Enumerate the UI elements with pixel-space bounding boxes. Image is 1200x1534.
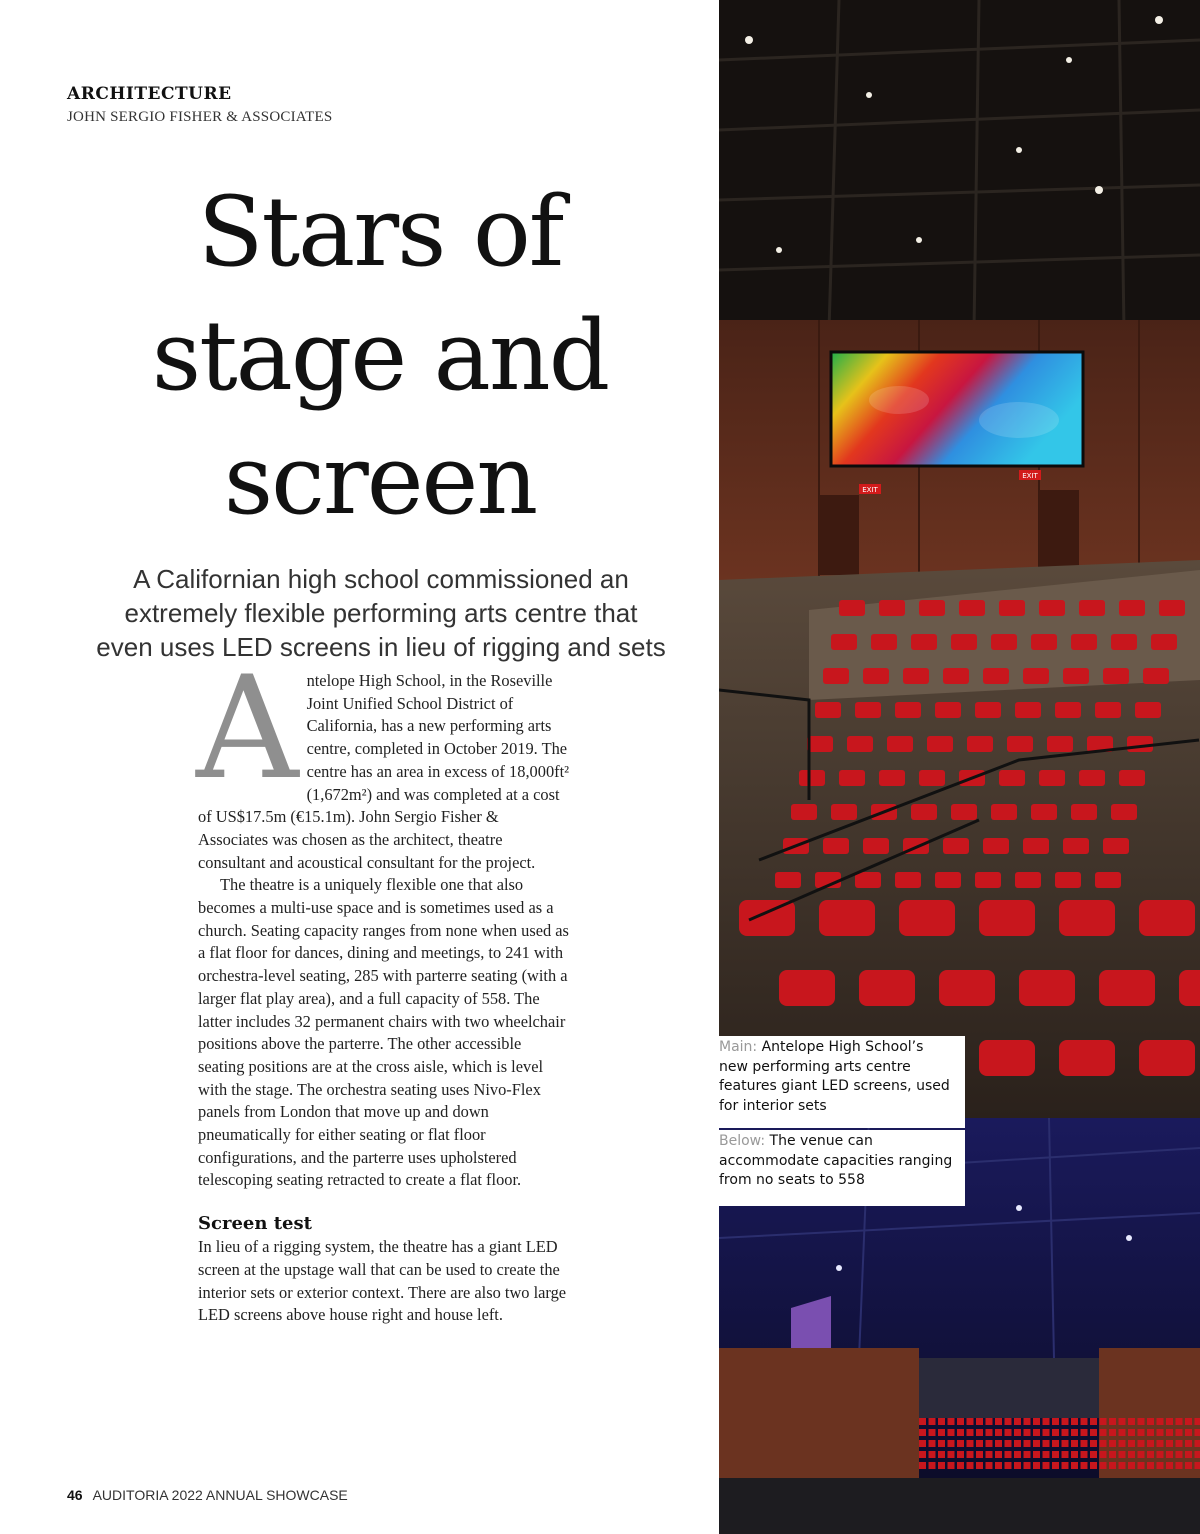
seat — [951, 634, 977, 650]
page-number: 46 — [67, 1487, 83, 1503]
standfirst-line: extremely flexible performing arts centre that — [124, 598, 638, 628]
seat — [948, 1451, 955, 1458]
seat — [1063, 668, 1089, 684]
seat — [1099, 970, 1155, 1006]
seat — [986, 1418, 993, 1425]
paragraph-text: ntelope High School, in the Roseville Joint Unified School District of California, has a new performing arts centre, completed in October 2019. The centre has an area in excess of 18,000ft² (1,672m²) and was completed at a cost of US$17.5m (€15.1m). John Sergio Fisher & Associates was chosen as the architect, theatre consultant and acoustical consultant for the project. — [198, 671, 570, 872]
seat — [859, 970, 915, 1006]
seat — [879, 600, 905, 616]
seat — [919, 1440, 926, 1447]
article-body — [196, 646, 570, 1327]
seat — [1052, 1418, 1059, 1425]
seat — [1014, 1418, 1021, 1425]
seat — [967, 1418, 974, 1425]
seat — [895, 872, 921, 888]
seat — [983, 668, 1009, 684]
seat — [1071, 1462, 1078, 1469]
seat — [739, 900, 795, 936]
seat — [995, 1440, 1002, 1447]
seat — [1095, 872, 1121, 888]
seat — [1166, 1462, 1173, 1469]
seat — [1005, 1451, 1012, 1458]
seat — [1100, 1418, 1107, 1425]
seat — [1062, 1429, 1069, 1436]
seat — [1176, 1429, 1183, 1436]
seat — [1147, 1451, 1154, 1458]
seat — [979, 900, 1035, 936]
theatre-interior-illustration — [719, 0, 1200, 1118]
seat — [1052, 1429, 1059, 1436]
seat — [1071, 1418, 1078, 1425]
publication-name: AUDITORIA 2022 ANNUAL SHOWCASE — [92, 1487, 348, 1503]
seat — [1100, 1451, 1107, 1458]
seat — [957, 1440, 964, 1447]
seat — [938, 1418, 945, 1425]
seat — [831, 634, 857, 650]
seat — [951, 804, 977, 820]
seat — [979, 1040, 1035, 1076]
seat — [967, 736, 993, 752]
seat — [1157, 1462, 1164, 1469]
seat — [791, 804, 817, 820]
seat — [1024, 1440, 1031, 1447]
seat — [919, 1418, 926, 1425]
seat — [976, 1451, 983, 1458]
seat — [1071, 804, 1097, 820]
seat — [986, 1429, 993, 1436]
seat — [995, 1418, 1002, 1425]
seat — [1062, 1418, 1069, 1425]
seat — [1071, 1451, 1078, 1458]
seat — [1166, 1429, 1173, 1436]
seat — [1195, 1462, 1200, 1469]
seat — [975, 702, 1001, 718]
seat — [1024, 1418, 1031, 1425]
seat — [1176, 1440, 1183, 1447]
article-standfirst — [56, 562, 706, 664]
seat — [957, 1429, 964, 1436]
seat — [1081, 1451, 1088, 1458]
seat — [959, 600, 985, 616]
seat — [1023, 668, 1049, 684]
caption-label: Main: — [719, 1039, 758, 1055]
seat — [1119, 1451, 1126, 1458]
seat — [1005, 1429, 1012, 1436]
seat — [1195, 1418, 1200, 1425]
seat — [911, 634, 937, 650]
seat — [1023, 838, 1049, 854]
seat — [815, 702, 841, 718]
body-paragraph-2: The theatre is a uniquely flexible one that also becomes a multi-use space and is sometimes used as a church. Seating capacity ranges from none when used as a flat floor for dances, dining and meetings, to 241 with orchestra-level seating, 285 with parterre seating (with a larger flat play area), and a full capacity of 558. The latter includes 32 permanent chairs with two wheelchair positions above the parterre. The other accessible seating positions are at the cross aisle, which is level with the stage. The orchestra seating uses Nivo-Flex panels from London that move up and down pneumatically for either seating or flat floor configurations, and the parterre uses upholstered telescoping seating retracted to create a flat floor. — [198, 875, 569, 1190]
seat — [823, 838, 849, 854]
seat — [1103, 668, 1129, 684]
seat — [1033, 1418, 1040, 1425]
seat — [1119, 1429, 1126, 1436]
seat — [1031, 804, 1057, 820]
seat — [1147, 1440, 1154, 1447]
seat — [1081, 1462, 1088, 1469]
seat — [948, 1462, 955, 1469]
article-headline — [40, 170, 720, 542]
seat — [1176, 1462, 1183, 1469]
seat — [1128, 1462, 1135, 1469]
seat — [1062, 1440, 1069, 1447]
seat — [1031, 634, 1057, 650]
seat — [1062, 1462, 1069, 1469]
seat — [1128, 1451, 1135, 1458]
seat — [1033, 1462, 1040, 1469]
main-photo — [719, 0, 1200, 1118]
seat — [1157, 1429, 1164, 1436]
caption-text: Antelope High School’s new performing arts centre features giant LED screens, used for interior sets — [719, 1039, 950, 1114]
seat — [1119, 600, 1145, 616]
seat — [1179, 970, 1200, 1006]
seat — [839, 770, 865, 786]
seat — [903, 668, 929, 684]
seat — [1195, 1451, 1200, 1458]
seat — [899, 900, 955, 936]
seat — [929, 1440, 936, 1447]
seat — [911, 804, 937, 820]
seat — [863, 668, 889, 684]
seat — [1081, 1440, 1088, 1447]
seat — [1128, 1429, 1135, 1436]
seat — [863, 838, 889, 854]
seat — [831, 804, 857, 820]
seat — [1127, 736, 1153, 752]
seat — [938, 1429, 945, 1436]
standfirst-line: A Californian high school commissioned an — [133, 564, 629, 594]
seat — [1176, 1451, 1183, 1458]
seat — [976, 1418, 983, 1425]
seat — [1159, 600, 1185, 616]
seat — [948, 1440, 955, 1447]
seat — [1157, 1418, 1164, 1425]
seat — [1109, 1440, 1116, 1447]
seat — [1147, 1418, 1154, 1425]
seat — [879, 770, 905, 786]
seat — [999, 770, 1025, 786]
seat — [1063, 838, 1089, 854]
seat — [1005, 1462, 1012, 1469]
page-footer — [67, 1487, 348, 1503]
seat — [1059, 900, 1115, 936]
seat — [938, 1440, 945, 1447]
body-paragraph-3: In lieu of a rigging system, the theatre has a giant LED screen at the upstage wall that can be used to create the interior sets or exterior context. There are also two large LED screens above house right and house left. — [198, 1237, 567, 1325]
seat — [1005, 1440, 1012, 1447]
seat — [1052, 1440, 1059, 1447]
seat — [948, 1418, 955, 1425]
seat — [1166, 1418, 1173, 1425]
seat — [1019, 970, 1075, 1006]
seat — [986, 1462, 993, 1469]
seat — [967, 1440, 974, 1447]
seat — [986, 1440, 993, 1447]
seat — [855, 872, 881, 888]
seat — [847, 736, 873, 752]
seat — [1147, 1462, 1154, 1469]
seat — [1071, 634, 1097, 650]
seat — [823, 668, 849, 684]
seat — [1157, 1451, 1164, 1458]
seat — [995, 1462, 1002, 1469]
headline-line: screen — [223, 424, 537, 536]
seat — [919, 770, 945, 786]
seat — [1111, 634, 1137, 650]
seat — [1143, 668, 1169, 684]
seat — [991, 804, 1017, 820]
seat — [995, 1451, 1002, 1458]
headline-line: stage and — [151, 300, 609, 412]
seat — [1195, 1429, 1200, 1436]
seat — [1109, 1418, 1116, 1425]
body-paragraph-1 — [196, 646, 570, 874]
seat — [948, 1429, 955, 1436]
seat — [1090, 1418, 1097, 1425]
seat — [1033, 1451, 1040, 1458]
seat — [1062, 1451, 1069, 1458]
caption-label: Below: — [719, 1133, 766, 1149]
seat — [938, 1462, 945, 1469]
seat — [919, 600, 945, 616]
seat — [1015, 872, 1041, 888]
seat — [1138, 1451, 1145, 1458]
seat — [775, 872, 801, 888]
seat — [943, 838, 969, 854]
below-photo-caption — [719, 1130, 965, 1206]
seat — [991, 634, 1017, 650]
seat — [1185, 1451, 1192, 1458]
seat — [976, 1440, 983, 1447]
seat — [1007, 736, 1033, 752]
headline-line: Stars of — [197, 176, 563, 288]
seat — [1128, 1418, 1135, 1425]
seat — [1090, 1462, 1097, 1469]
seat — [1059, 1040, 1115, 1076]
seat — [919, 1451, 926, 1458]
seat — [1039, 600, 1065, 616]
seat — [967, 1451, 974, 1458]
seat — [1109, 1451, 1116, 1458]
seat — [1052, 1451, 1059, 1458]
seat — [887, 736, 913, 752]
seat — [1090, 1440, 1097, 1447]
seat — [1109, 1429, 1116, 1436]
section-subtitle: JOHN SERGIO FISHER & ASSOCIATES — [67, 109, 333, 125]
seat — [929, 1462, 936, 1469]
seat — [927, 736, 953, 752]
seat — [976, 1429, 983, 1436]
seat — [1090, 1451, 1097, 1458]
seat — [1139, 1040, 1195, 1076]
seat — [935, 702, 961, 718]
seat — [1095, 702, 1121, 718]
seat — [943, 668, 969, 684]
seat — [919, 1462, 926, 1469]
seat — [1138, 1462, 1145, 1469]
seat — [1043, 1418, 1050, 1425]
seat — [938, 1451, 945, 1458]
seat — [1079, 770, 1105, 786]
seat — [929, 1451, 936, 1458]
caption-text: The venue can accommodate capacities ranging from no seats to 558 — [719, 1133, 953, 1188]
seat — [1015, 702, 1041, 718]
seat — [967, 1429, 974, 1436]
seat — [1100, 1440, 1107, 1447]
seat — [1033, 1440, 1040, 1447]
seat — [1043, 1440, 1050, 1447]
seat — [1071, 1429, 1078, 1436]
exit-sign: EXIT — [862, 486, 878, 494]
seat — [1147, 1429, 1154, 1436]
seat — [1043, 1462, 1050, 1469]
seat — [1090, 1429, 1097, 1436]
seat — [1139, 900, 1195, 936]
seat — [929, 1418, 936, 1425]
seat — [1119, 1418, 1126, 1425]
seat — [957, 1418, 964, 1425]
seat — [919, 1429, 926, 1436]
seat — [1014, 1462, 1021, 1469]
section-label: ARCHITECTURE — [67, 84, 232, 104]
seat — [1043, 1451, 1050, 1458]
seat — [986, 1451, 993, 1458]
seat — [967, 1462, 974, 1469]
seat — [1033, 1429, 1040, 1436]
seat — [999, 600, 1025, 616]
seat — [957, 1451, 964, 1458]
seat — [1024, 1429, 1031, 1436]
seat — [1014, 1440, 1021, 1447]
seat — [1166, 1451, 1173, 1458]
seat — [1119, 770, 1145, 786]
seat — [1081, 1429, 1088, 1436]
seat — [1100, 1462, 1107, 1469]
seat — [1138, 1429, 1145, 1436]
seat — [1119, 1462, 1126, 1469]
seat — [1109, 1462, 1116, 1469]
seat — [1052, 1462, 1059, 1469]
seat — [1005, 1418, 1012, 1425]
seat — [895, 702, 921, 718]
seat — [1055, 872, 1081, 888]
seat — [839, 600, 865, 616]
seat — [1128, 1440, 1135, 1447]
seat — [1071, 1440, 1078, 1447]
drop-cap: A — [196, 646, 299, 811]
main-photo-caption — [719, 1036, 965, 1128]
seat — [1185, 1462, 1192, 1469]
seat — [1014, 1429, 1021, 1436]
seat — [799, 770, 825, 786]
standfirst-line: even uses LED screens in lieu of rigging and sets — [96, 632, 666, 662]
seat — [1111, 804, 1137, 820]
seat — [1014, 1451, 1021, 1458]
seat — [1185, 1418, 1192, 1425]
seat — [1151, 634, 1177, 650]
seat — [1185, 1429, 1192, 1436]
seat — [995, 1429, 1002, 1436]
seat — [779, 970, 835, 1006]
seat — [1138, 1418, 1145, 1425]
seat — [1176, 1418, 1183, 1425]
section-subhead: Screen test — [198, 1213, 312, 1235]
seat — [975, 872, 1001, 888]
seat — [1103, 838, 1129, 854]
seat — [1100, 1429, 1107, 1436]
exit-sign: EXIT — [1022, 472, 1038, 480]
seat — [1055, 702, 1081, 718]
seat — [855, 702, 881, 718]
seat — [1119, 1440, 1126, 1447]
seat — [929, 1429, 936, 1436]
seat — [1081, 1418, 1088, 1425]
seat — [1039, 770, 1065, 786]
seat — [1185, 1440, 1192, 1447]
seat — [935, 872, 961, 888]
seat — [983, 838, 1009, 854]
seat — [957, 1462, 964, 1469]
seat — [1024, 1451, 1031, 1458]
seat — [1024, 1462, 1031, 1469]
seat — [807, 736, 833, 752]
seat — [1079, 600, 1105, 616]
seat — [1195, 1440, 1200, 1447]
seat — [1157, 1440, 1164, 1447]
seat — [939, 970, 995, 1006]
seat — [976, 1462, 983, 1469]
seat — [1043, 1429, 1050, 1436]
seat — [1047, 736, 1073, 752]
seat — [1138, 1440, 1145, 1447]
seat — [819, 900, 875, 936]
seat — [1135, 702, 1161, 718]
seat — [871, 634, 897, 650]
seat — [1166, 1440, 1173, 1447]
